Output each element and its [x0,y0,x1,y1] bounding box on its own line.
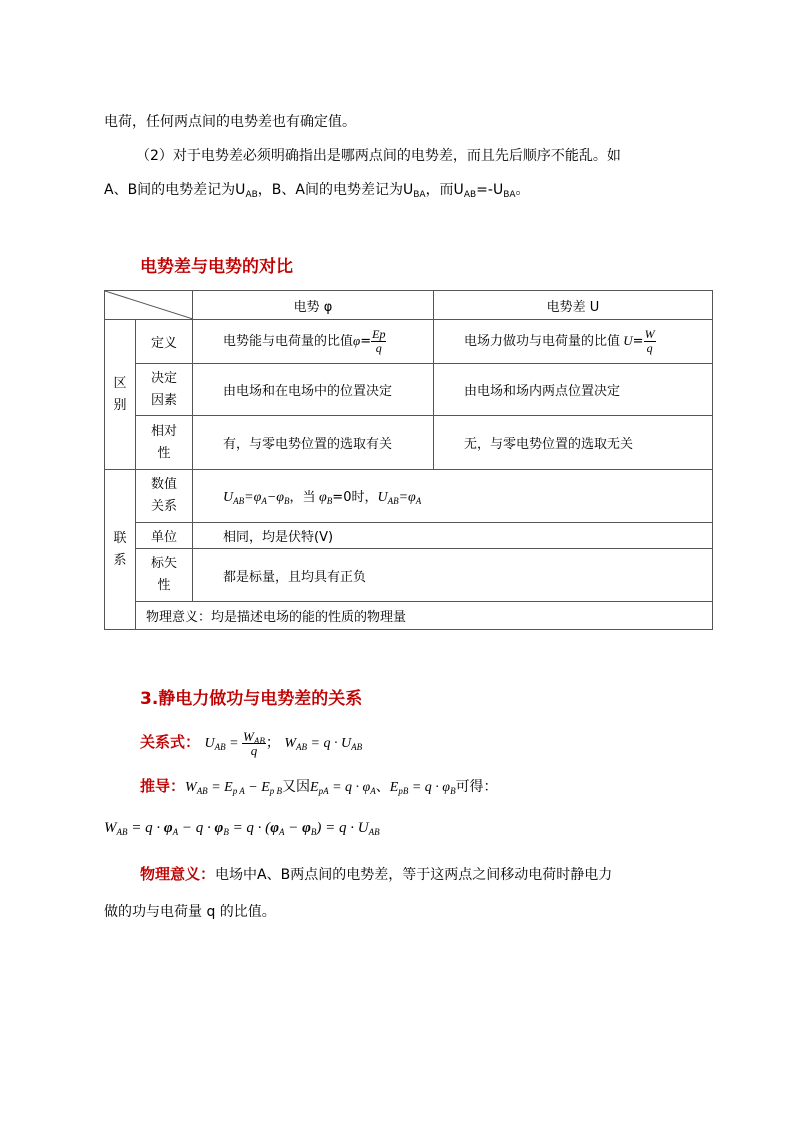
comparison-table [104,290,713,630]
header-difference: 电势差 U [434,291,713,320]
derivation-line: 推导：$W_{AB} = E_{p A} - E_{p B}$又因$E_{pA} = q \cdot \varphi_A$、$E_{pB} = q \cdot \varphi_B$可得： [140,777,498,796]
cell-meaning: 物理意义：均是描述电场的能的性质的物理量 [136,602,713,630]
cell-factor-difference: 由电场和场内两点位置决定 [434,364,713,416]
meaning-line2: 做的功与电荷量 q 的比值。 [104,904,276,920]
group-relation: 联 系 [105,470,136,630]
row-label-factor: 决定 因素 [136,364,193,416]
diagonal-line [105,291,193,319]
cell-factor-potential: 由电场和在电场中的位置决定 [193,364,434,416]
cell-numeric: $U_{AB}=\varphi_A-\varphi_B$，当 $\varphi_B=0$时，$U_{AB}=\varphi_A$ [193,470,713,523]
relation-line: 关系式： $U_{AB}$ = $\frac{W_{AB}}{q}$ ； $W_{AB} = q \cdot U_{AB}$ [140,728,363,758]
table-corner-cell [105,291,193,320]
paragraph-line: 电荷，任何两点间的电势差也有确定值。 [104,114,356,130]
row-label-scalar: 标矢 性 [136,549,193,602]
row-label-numeric: 数值 关系 [136,470,193,523]
cell-def-difference: 电场力做功与电荷量的比值 U= $\frac{W}{q}$ [434,320,713,364]
cell-relative-difference: 无，与零电势位置的选取无关 [434,416,713,470]
section3-title: 3.静电力做功与电势差的关系 [140,689,363,709]
cell-relative-potential: 有，与零电势位置的选取有关 [193,416,434,470]
cell-def-potential: 电势能与电荷量的比值φ= $\frac{Ep}{q}$ [193,320,434,364]
header-potential: 电势 φ [193,291,434,320]
paragraph-line: A、B间的电势差记为$U_{AB}$，B、A间的电势差记为$U_{BA}$，而$U_{AB}=-U_{BA}$。 [104,182,530,200]
cell-unit: 相同，均是伏特(V) [193,523,713,549]
derivation-equation: $W_{AB} = q \cdot \varphi_A - q \cdot \varphi_B = q \cdot (\varphi_A - \varphi_B) = q \cdot U_{AB}$ [104,820,380,837]
meaning-line1: 物理意义：电场中A、B两点间的电势差，等于这两点之间移动电荷时静电力 [140,865,613,883]
group-distinction: 区 别 [105,320,136,470]
paragraph-line: （2）对于电势差必须明确指出是哪两点间的电势差，而且先后顺序不能乱。如 [136,148,621,164]
section-title: 电势差与电势的对比 [140,257,293,277]
cell-scalar: 都是标量，且均具有正负 [193,549,713,602]
row-label-relative: 相对 性 [136,416,193,470]
row-label-definition: 定义 [136,320,193,364]
row-label-unit: 单位 [136,523,193,549]
